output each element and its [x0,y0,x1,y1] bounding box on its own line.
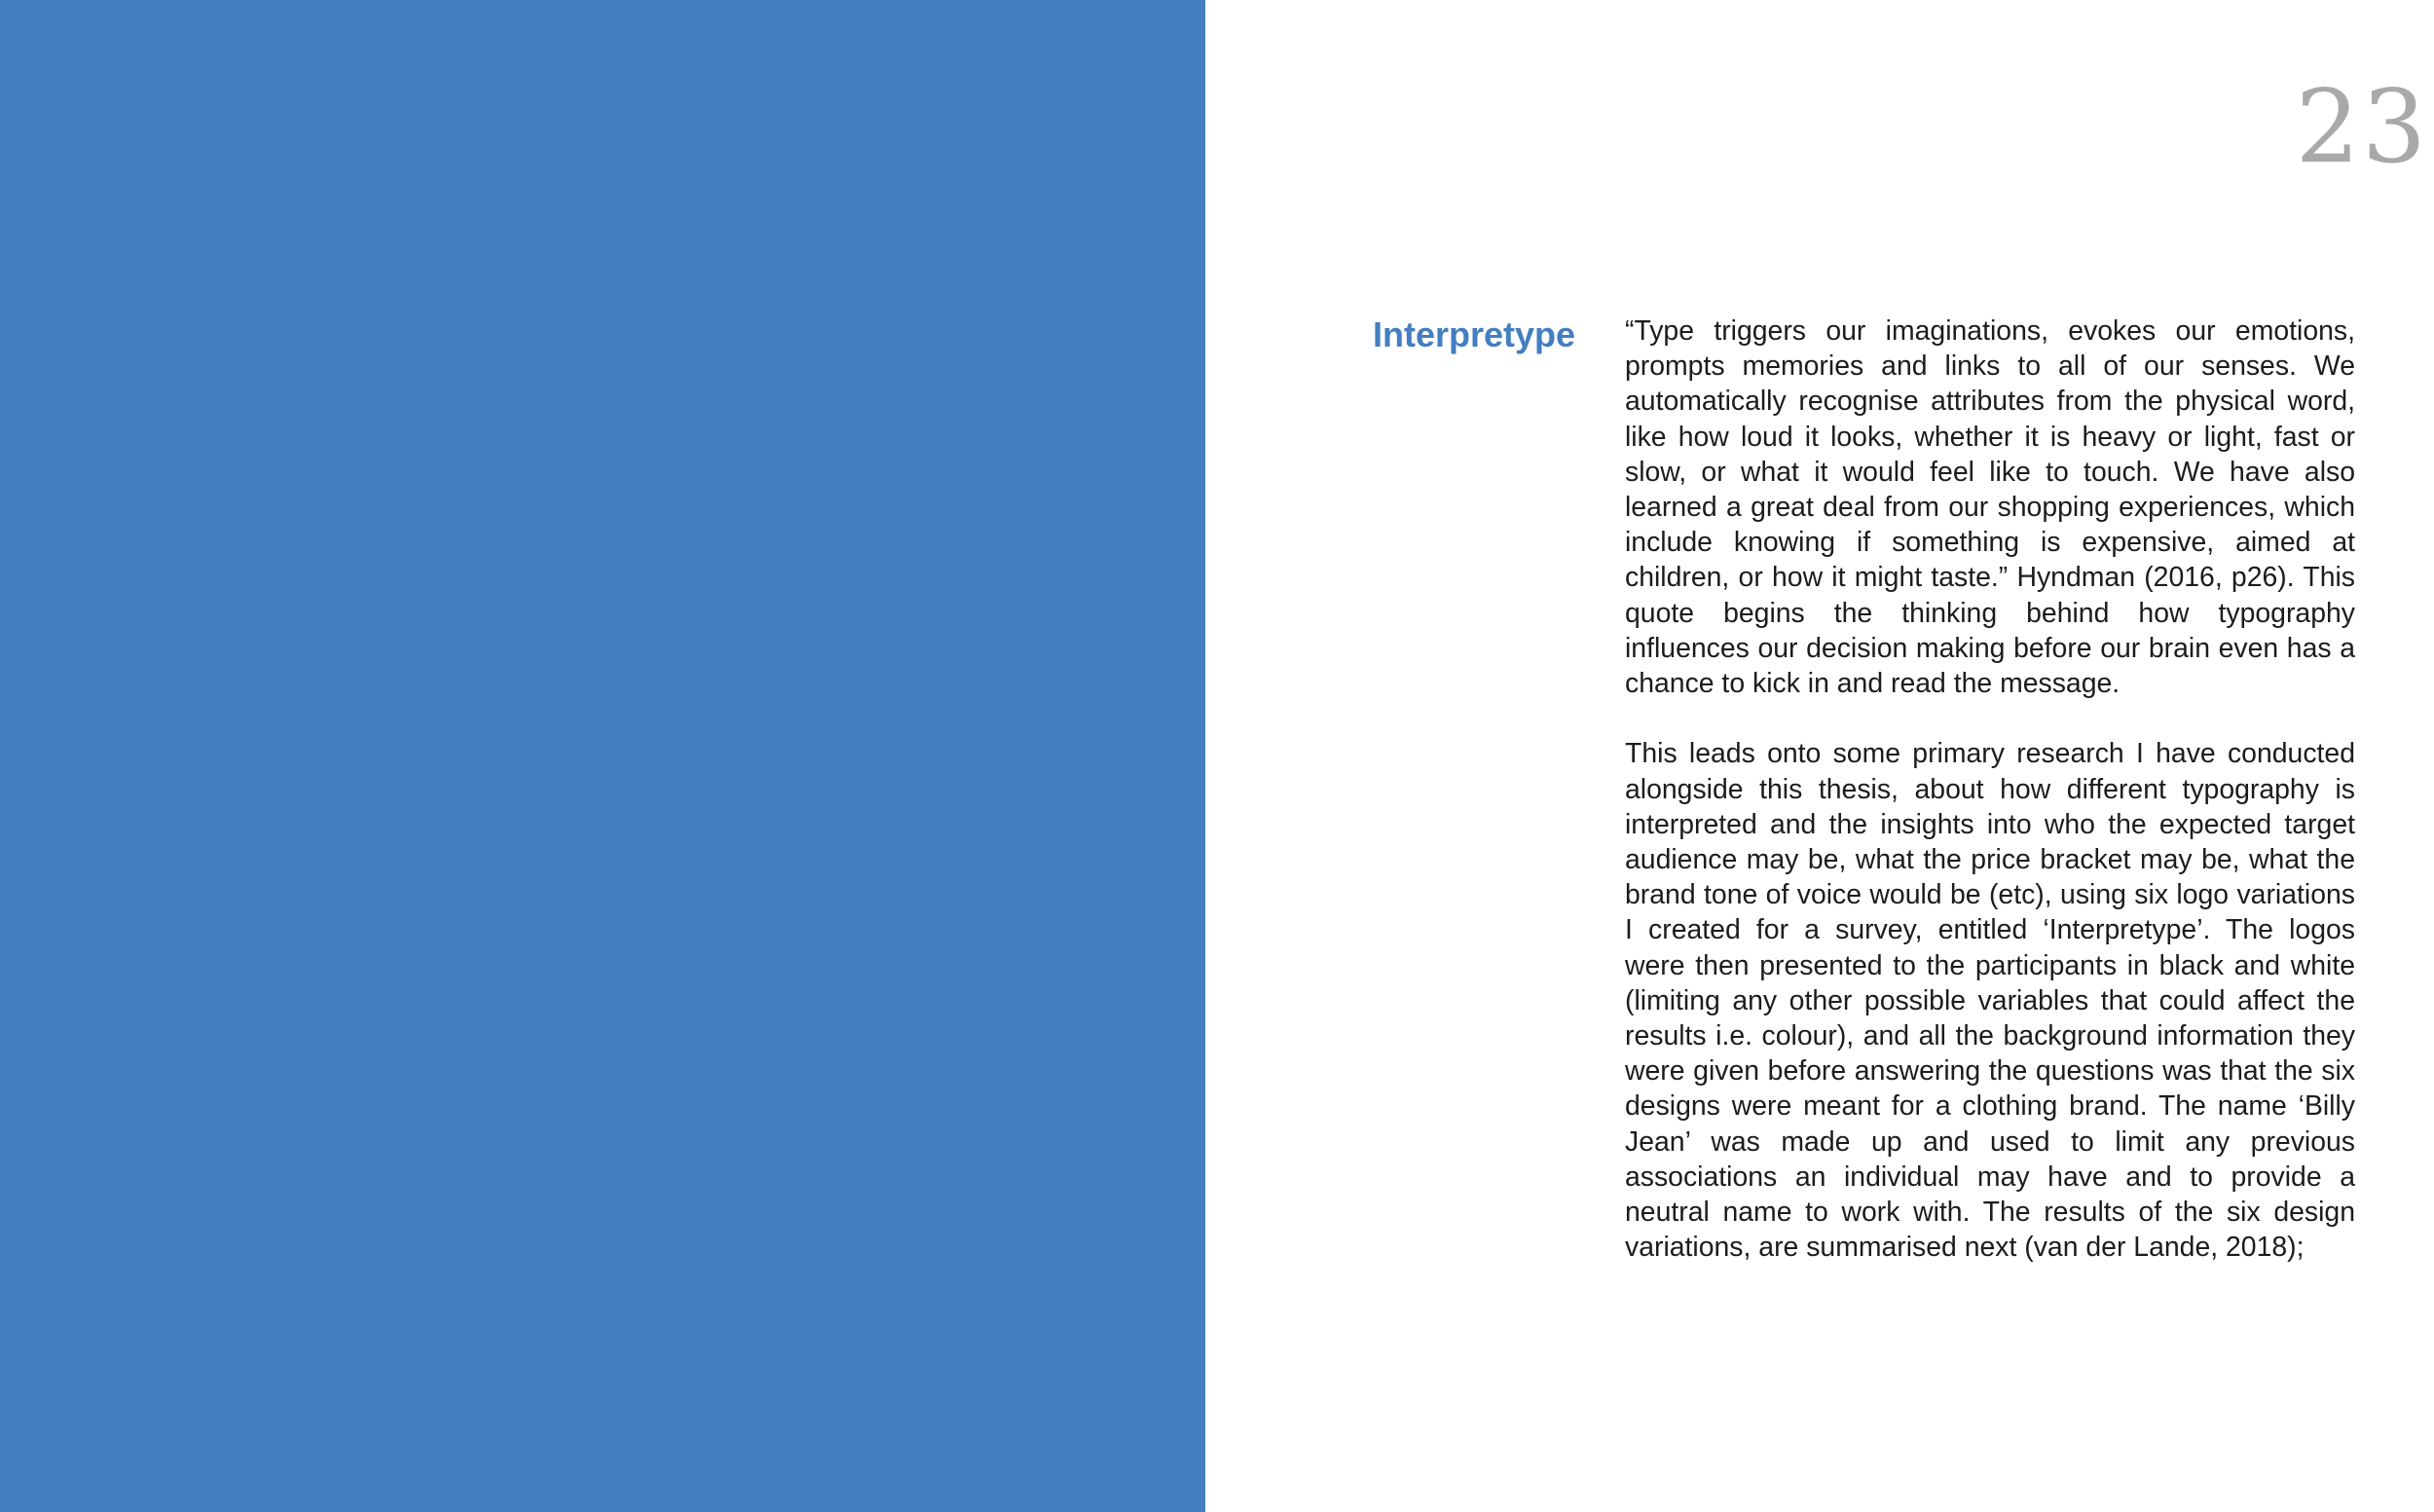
section-heading: Interpretype [1373,314,1576,354]
paragraph-research: This leads onto some primary research I have conducted alongside this thesis, about how different typography is interpreted and the insights into who the expected target audience may be, what the price bracket may be, what the brand tone of voice would be (etc), using six logo variations I created for a survey, entitled ‘Interpretype’. The logos were then presented to the participants in black and white (limiting any other possible variables that could affect the results i.e. colour), and all the background information they were given before answering the questions was that the six designs were meant for a clothing brand. The name ‘Billy Jean’ was made up and used to limit any previous associations an individual may have and to provide a neutral name to work with. The results of the six design variations, are summarised next (van der Lande, 2018); [1625,738,2355,1264]
paragraph-quote: “Type triggers our imaginations, evokes our emotions, prompts memories and links to all of our senses. We automatically recognise attributes from the physical word, like how loud it looks, whether it is heavy or light, fast or slow, or what it would feel like to touch. We have also learned a great deal from our shopping experiences, which include knowing if something is expensive, aimed at children, or how it might taste.” Hyndman (2016, p26). This quote begins the thinking behind how typography influences our decision making before our brain even has a chance to kick in and read the message. [1625,315,2355,700]
body-text [1625,313,2355,1301]
blue-color-panel [0,0,1205,1512]
page-number: 23 [2295,67,2428,186]
right-page [1205,0,2434,1512]
